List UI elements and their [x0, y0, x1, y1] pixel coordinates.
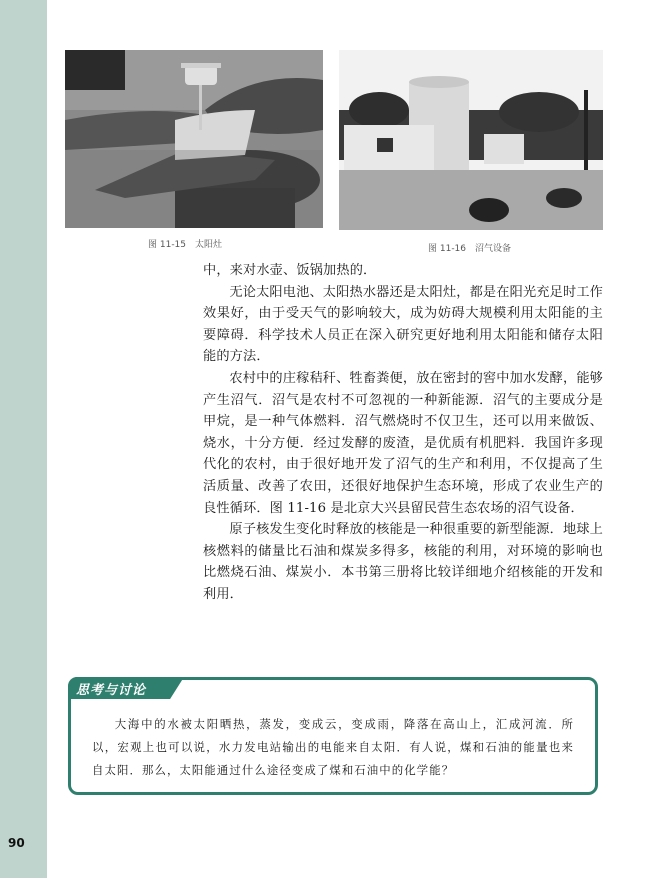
paragraph-continuation: 中，来对水壶、饭锅加热的．: [203, 263, 377, 278]
body-text: [203, 260, 603, 606]
page-margin-band: [0, 0, 47, 878]
paragraph-biogas: 农村中的庄稼秸秆、牲畜粪便，放在密封的窖中加水发酵，能够产生沼气．沼气是农村不可忽视的一种新能源．沼气的主要成分是甲烷，是一种气体燃料．沼气燃烧时不仅卫生，还可以用来做饭、烧水，十分方便．经过发酵的废渣，是优质有机肥料．我国许多现代化的农村，由于很好地开发了沼气的生产和利用，不仅提高了生活质量、改善了农田，还很好地保护生态环境，形成了农业生产的良性循环．图 11-16 是北京大兴县留民营生态农场的沼气设备．: [203, 370, 603, 516]
biogas-facility-photo: [339, 50, 603, 230]
discussion-title: 思考与讨论: [76, 683, 147, 698]
solar-cooker-photo: [65, 50, 323, 228]
paragraph-nuclear-energy: 原子核发生变化时释放的核能是一种很重要的新型能源．地球上核燃料的储量比石油和煤炭多得多，核能的利用，对环境的影响也比燃烧石油、煤炭小．本书第三册将比较详细地介绍核能的开发和利用．: [203, 522, 603, 602]
page-number: 90: [8, 836, 25, 850]
discussion-question: 大海中的水被太阳晒热，蒸发，变成云，变成雨，降落在高山上，汇成河流．所以，宏观上也可以说，水力发电站输出的电能来自太阳．有人说，煤和石油的能量也来自太阳．那么，太阳能通过什么途径变成了煤和石油中的化学能？: [92, 717, 574, 777]
figure-11-16-caption: 图 11-16 沼气设备: [428, 244, 512, 254]
paragraph-solar-limitations: 无论太阳电池、太阳热水器还是太阳灶，都是在阳光充足时工作效果好，由于受天气的影响较大，成为妨碍大规模利用太阳能的主要障碍．科学技术人员正在深入研究更好地利用太阳能和储存太阳能的方法．: [203, 284, 603, 365]
figure-11-15-caption: 图 11-15 太阳灶: [148, 240, 223, 250]
